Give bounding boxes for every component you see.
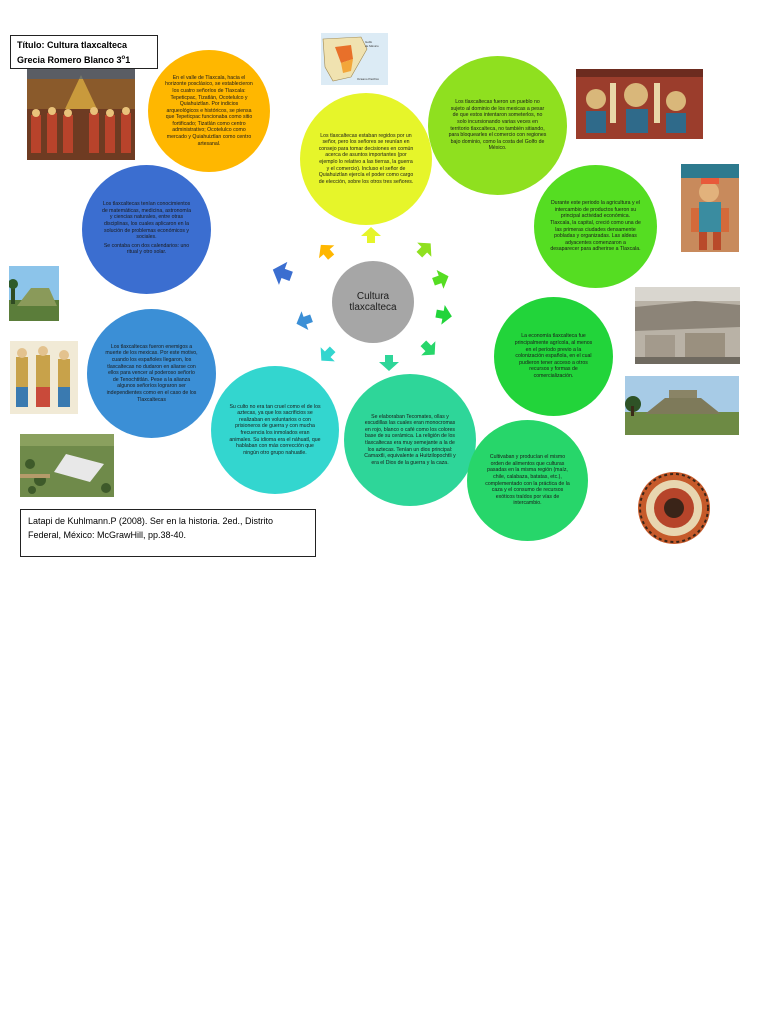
bubble-alianza: [87, 309, 216, 438]
arrow-down-icon: [378, 354, 400, 372]
bubble-senorios: [148, 50, 270, 172]
bubble-economia: [494, 297, 613, 416]
bubble-conocimientos: [82, 165, 211, 294]
central-topic-label: Cultura tlaxcalteca: [349, 291, 397, 313]
reference-line-1: Latapi de Kuhlmann.P (2008). Ser en la historia. 2ed., Distrito: [28, 516, 273, 526]
map-label-2: de México: [365, 44, 379, 48]
bubble-ceramica-religion-text: Se elaboraban Tecomates, ollas y escudillas las cuales eran monocromas en rojo, blanco o café como los colores base de su cerámica. La religión de los tlaxcaltecas era muy semejante a la de los aztecas. Tenían un dios principal: Camaxtli, equivalente a Huitzilopochtli y era el Dios de la guerra y la caza.: [364, 413, 456, 466]
bubble-agricultura-periodo-text: Durante este periodo la agricultura y el intercambio de productos fueron su principal actividad económica. Tlaxcala, la capital, creció como una de las primeras ciudades densamente pobladas y organizadas. Las aldeas adyacentes comenzaron a desaparecer para adherirse a Tlaxcala.: [550, 200, 641, 253]
author-line: Grecia Romero Blanco 3$^o$1: [17, 55, 131, 65]
reference-box: [20, 509, 316, 557]
map-label-3: Océano Pacífico: [357, 77, 380, 81]
painted-figure-image: [681, 164, 739, 252]
ceramic-plate-image: [636, 470, 712, 546]
bubble-calendarios-text: Se contaba con dos calendarios: uno ritual y otro solar.: [103, 242, 190, 256]
arrow-down-right-icon: [415, 335, 443, 363]
bubble-independencia-text: Los tlaxcaltecas fueron un pueblo no sujeto al dominio de los mexicas a pesar de que estos intentaron someterlos, no solo incursionando varias veces en territorio tlaxcalteca, no también sitiando, para bloquearles el comercio con regiones bajo dominio, como la costa del Golfo de México.: [448, 99, 547, 152]
bubble-cultivos-text: Cultivaban y producían el mismo orden de alimentos que culturas pasadas en la misma región (maíz, chile, calabaza, batatas, etc.), complementado con la práctica de la caza y el consumo de recursos exóticos traídos por vías de intercambio.: [485, 454, 570, 507]
aerial-site-image: [20, 434, 114, 497]
bubble-gobierno: [300, 93, 432, 225]
codex-mural-image: [576, 69, 703, 139]
bubble-ceramica-religion: [344, 374, 476, 506]
map-label-1: Golfo: [365, 40, 373, 44]
title-box: [10, 35, 158, 69]
bubble-culto-text: Su culto no era tan cruel como el de los aztecas, ya que los sacrificios se realizaban en voluntarios o con prisioneros de guerra y con mucha frecuencia los inmolados eran animales. Su idioma era el náhuatl, que hablaban con más corrección que ningún otro grupo nahuatle.: [229, 403, 321, 456]
bubble-culto: [211, 366, 339, 494]
ruins-image: [635, 287, 740, 364]
arrow-down-left-icon: [313, 341, 341, 369]
arrow-right-upper-icon: [429, 266, 453, 293]
central-topic: [332, 261, 414, 343]
arrow-right-lower-icon: [433, 303, 455, 328]
bubble-alianza-text: Los tlaxcaltecas fueron enemigos a muerte de los mexicas. Por este motivo, cuando los españoles llegaron, los tlaxcaltecas no dudaron en aliarse con ellos para vencer al poderoso señorío de Tenochtitlán. Pese a la alianza algunos señoríos lograron ser independientes como en el caso de los Tlaxcaltecas: [105, 343, 198, 403]
bubble-conocimientos-text: Los tlaxcaltecas tenían conocimientos de matemáticas, medicina, astronomía y ciencias naturales, entre otras disciplinas, los cuales aplicaron en la solución de problemas económicos y sociales.: [101, 201, 192, 241]
codex-illustration-image: [10, 341, 78, 414]
arrow-up-left-icon: [312, 237, 340, 265]
pyramid-landscape-image: [625, 376, 739, 435]
bubble-cultivos: [467, 420, 588, 541]
arrow-up-icon: [360, 226, 382, 244]
reference-line-2: Federal, México: McGrawHill, pp.38-40.: [28, 530, 187, 540]
bubble-senorios-text: En el valle de Tlaxcala, hacia el horizonte posclásico, se establecieron los cuatro señoríos de Tlaxcala: Tepeticpac, Tizatlán, Ocotelulco y Quiahuiztlan. Por indicios arqueológicos e históricos, se piensa que Tepeticpac funcionaba como sitio fortificado; Tizatlán como centro administrativo; Ocotelulco como mercado y Quiahuiztlan como centro artesanal.: [165, 74, 253, 147]
arrow-left-upper-icon: [267, 256, 297, 290]
arrow-left-lower-icon: [292, 308, 316, 335]
arrow-up-right-icon: [411, 235, 439, 263]
bubble-agricultura-periodo: [534, 165, 657, 288]
map-image: [321, 33, 388, 85]
title-line: Título: Cultura tlaxcalteca: [17, 40, 128, 50]
bubble-gobierno-text: Los tlaxcaltecas estaban regidos por un señor, pero los señores se reunían en consejo para tomar decisiones en común acerca de asuntos importantes (por ejemplo lo relativo a las tierras, la guerra y el comercio). Incluso el señor de Quiahuiztlan ejercía el poder como cargo de elección, sobre los otros tres señores.: [318, 132, 414, 185]
bubble-economia-text: La economía tlaxcalteca fue principalmente agrícola, al menos en el período previo a la colonización española, en el cual pudieron tener acceso a otros recursos y formas de comercialización.: [514, 333, 593, 379]
bubble-independencia: [428, 56, 567, 195]
mural-image-top-left: [27, 69, 135, 160]
pyramid-mound-image: [9, 266, 59, 321]
